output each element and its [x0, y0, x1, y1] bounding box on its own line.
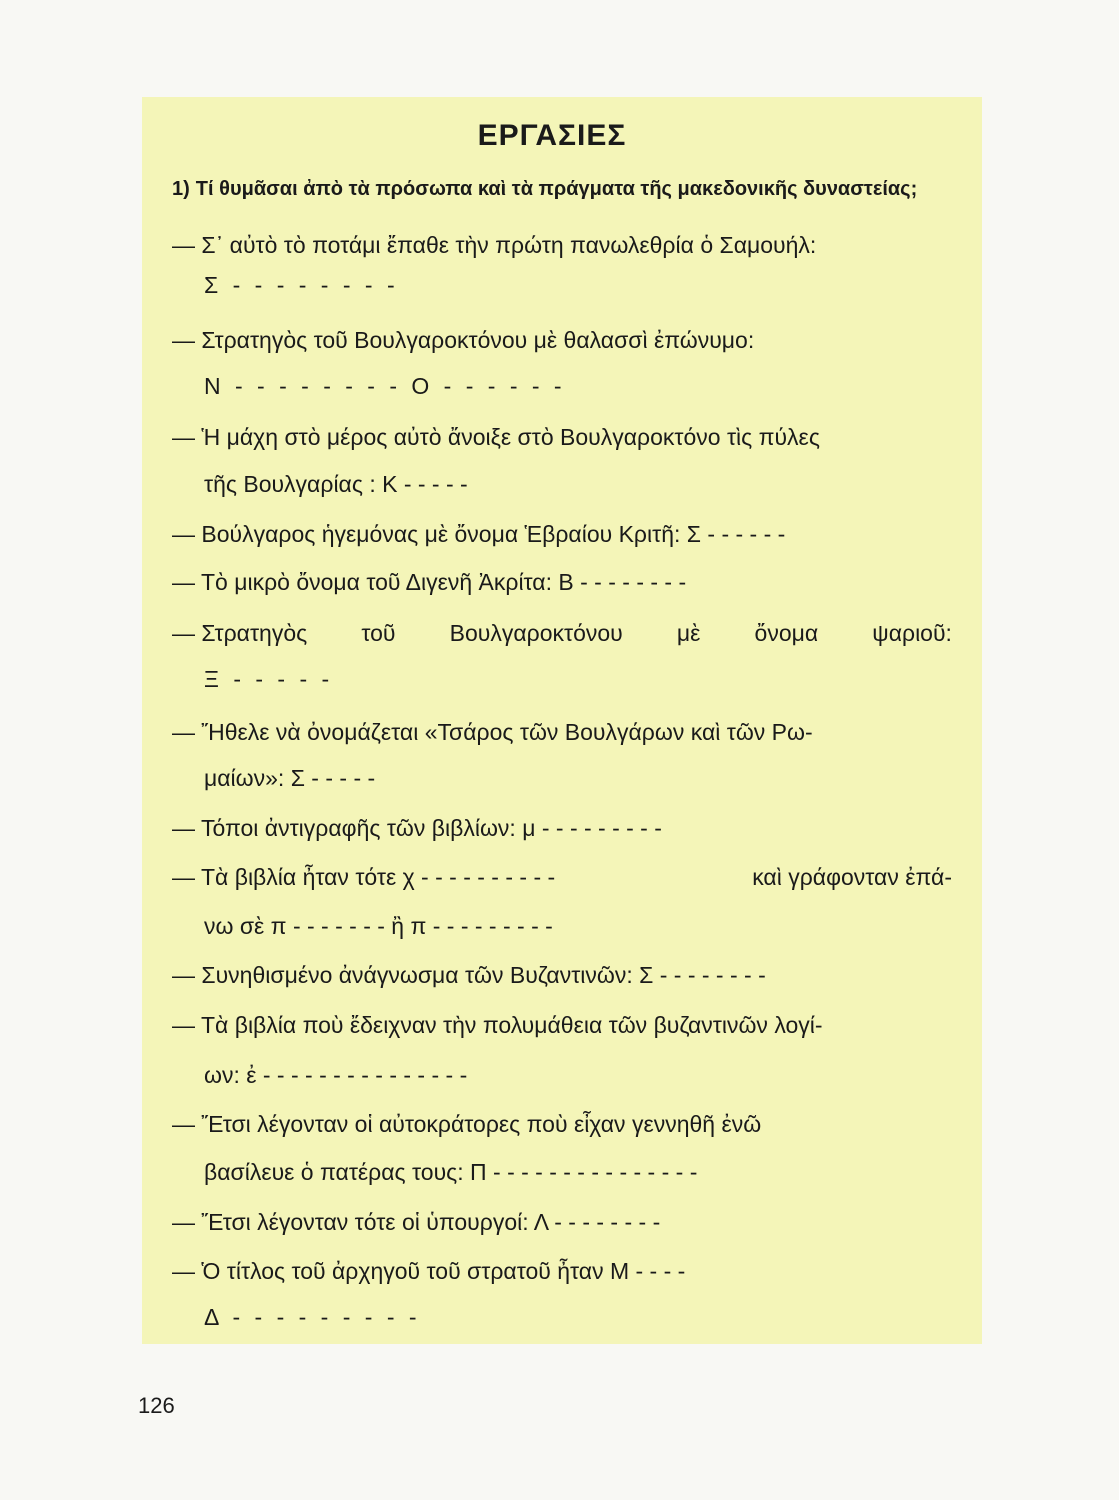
item-6-word: ψαριοῦ:	[872, 620, 952, 646]
item-1-text: — Σ᾽ αὐτὸ τὸ ποτάμι ἔπαθε τὴν πρώτη πανωλεθρία ὁ Σαμουήλ:	[172, 232, 817, 258]
section-title: ΕΡΓΑΣΙΕΣ	[477, 119, 627, 152]
item-11-text: — Τὰ βιβλία ποὺ ἔδειχναν τὴν πολυμάθεια τῶν βυζαντινῶν λογί-	[172, 1012, 823, 1038]
item-5-text: — Τὸ μικρὸ ὄνομα τοῦ Διγενῆ Ἀκρίτα: Β - - - - - - - -	[172, 569, 687, 595]
question-body: Τί θυμᾶσαι ἀπὸ τὰ πρόσωπα καὶ τὰ πράγματα τῆς μακεδονικῆς δυναστείας;	[195, 178, 918, 200]
item-3-text: — Ἡ μάχη στὸ μέρος αὐτὸ ἄνοιξε στὸ Βουλγαροκτόνο τὶς πύλες	[172, 424, 820, 450]
item-10-text: — Συνηθισμένο ἀνάγνωσμα τῶν Βυζαντινῶν: Σ - - - - - - - -	[172, 962, 766, 988]
item-6-word: Βουλγαροκτόνου	[449, 620, 623, 646]
item-6-word: ὄνομα	[754, 620, 819, 646]
page-number: 126	[138, 1393, 175, 1418]
item-9-continuation: νω σὲ π - - - - - - - ἢ π - - - - - - - - -	[204, 913, 553, 939]
item-3-continuation: τῆς Βουλγαρίας : Κ - - - - -	[204, 471, 468, 497]
item-6-word: τοῦ	[361, 620, 396, 646]
item-11-continuation: ων: ἐ - - - - - - - - - - - - - - -	[204, 1062, 468, 1088]
item-6-word: — Στρατηγὸς	[172, 620, 308, 646]
item-9-text	[172, 862, 952, 892]
item-4-text: — Βούλγαρος ἡγεμόνας μὲ ὄνομα Ἑβραίου Κριτῆ: Σ - - - - - -	[172, 521, 786, 547]
item-13-text: — Ἔτσι λέγονταν τότε οἱ ὑπουργοί: Λ - - - - - - - -	[172, 1209, 661, 1235]
item-1-blank: Σ - - - - - - - -	[204, 272, 399, 298]
item-2-blank: Ν - - - - - - - - Ο - - - - - -	[204, 373, 566, 399]
item-14-text: — Ὁ τίτλος τοῦ ἀρχηγοῦ τοῦ στρατοῦ ἦταν Μ - - - -	[172, 1258, 686, 1284]
item-9-part-b: καὶ γράφονταν ἐπά-	[752, 864, 952, 890]
item-2-text: — Στρατηγὸς τοῦ Βουλγαροκτόνου μὲ θαλασσὶ ἐπώνυμο:	[172, 327, 755, 353]
item-8-text: — Τόποι ἀντιγραφῆς τῶν βιβλίων: μ - - - - - - - - -	[172, 815, 662, 841]
item-7-continuation: μαίων»: Σ - - - - -	[204, 765, 376, 791]
exercise-box	[142, 97, 982, 1344]
item-6-word: μὲ	[676, 620, 701, 646]
item-7-text: — Ἤθελε νὰ ὀνομάζεται «Τσάρος τῶν Βουλγάρων καὶ τῶν Ρω-	[172, 719, 813, 745]
item-12-text: — Ἔτσι λέγονταν οἱ αὐτοκράτορες ποὺ εἶχαν γεννηθῆ ἐνῶ	[172, 1111, 762, 1137]
item-12-continuation: βασίλευε ὁ πατέρας τους: Π - - - - - - - - - - - - - - -	[204, 1159, 698, 1185]
item-6-text	[172, 618, 952, 648]
question-number: 1)	[172, 178, 190, 200]
item-6-blank: Ξ - - - - -	[204, 666, 334, 692]
item-9-part-a: — Τὰ βιβλία ἦταν τότε χ - - - - - - - - - -	[172, 864, 556, 890]
item-14-blank: Δ - - - - - - - - -	[204, 1304, 421, 1330]
question-text	[172, 176, 952, 202]
